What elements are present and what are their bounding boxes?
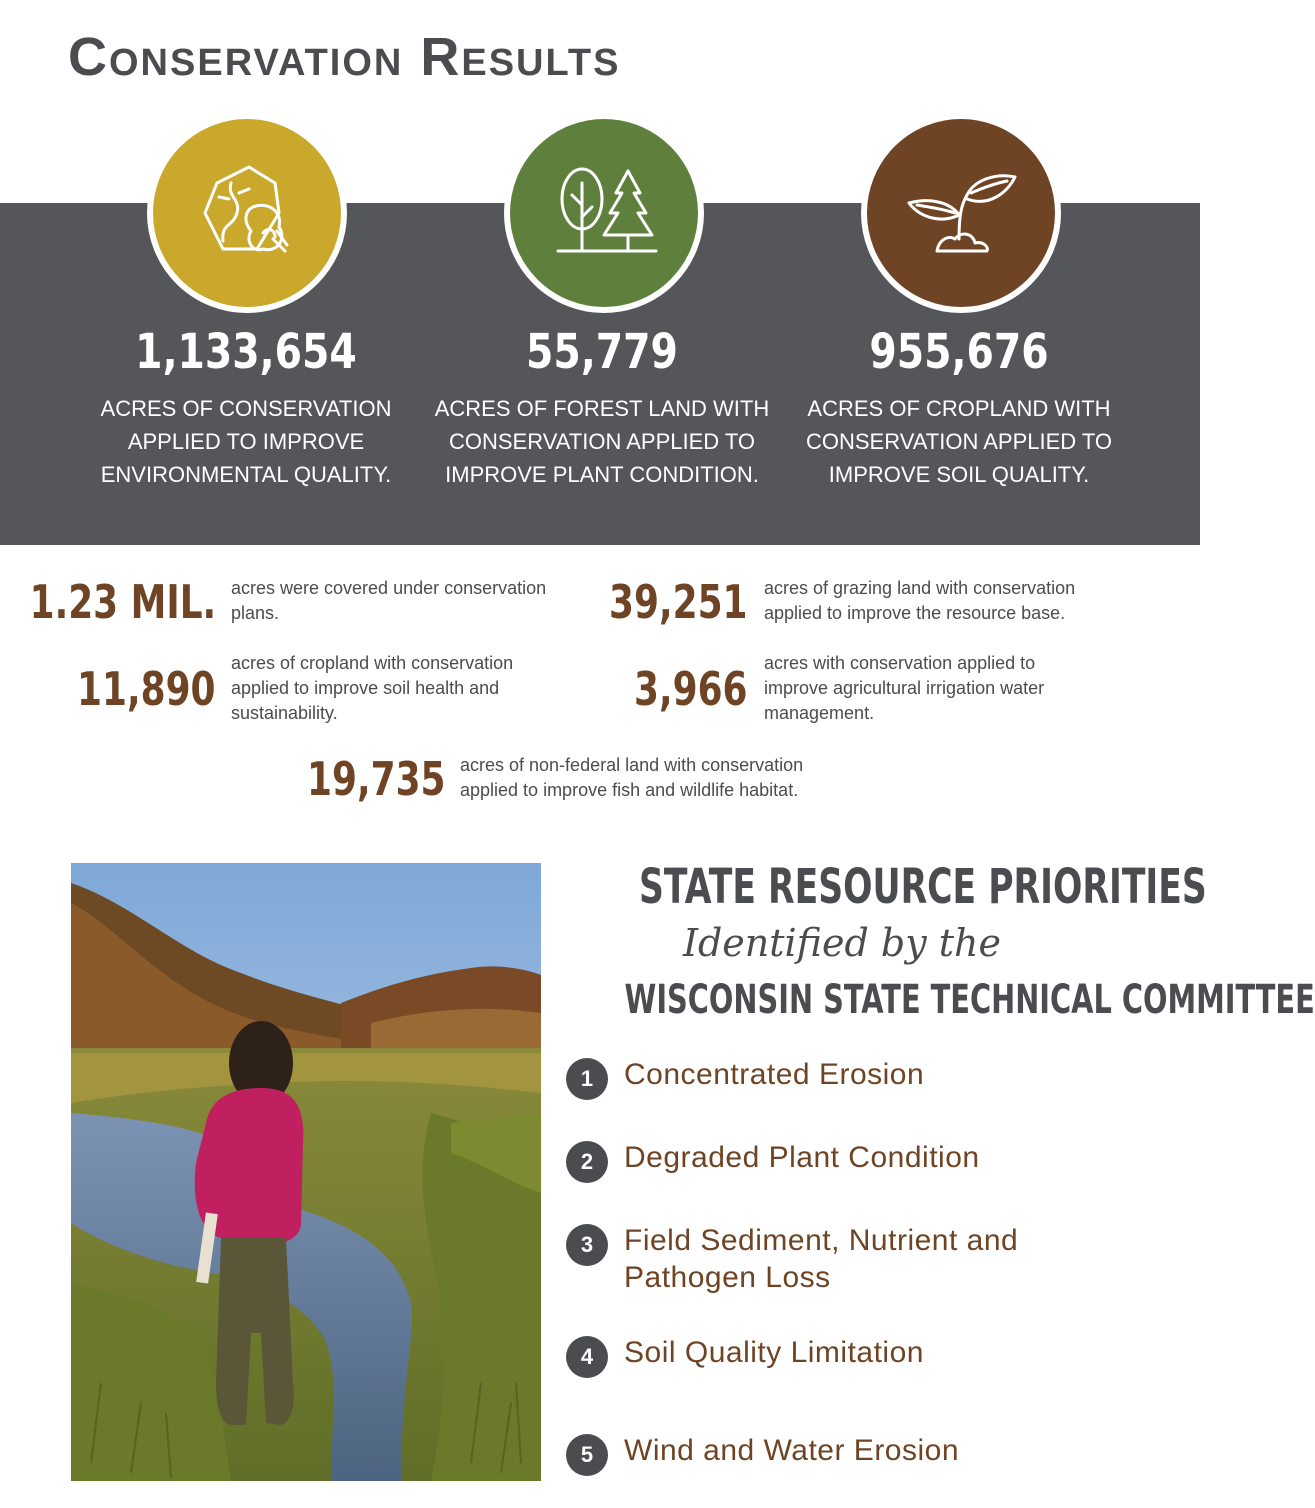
landscape-photo <box>71 863 541 1481</box>
priorities-subtitle: WISCONSIN STATE TECHNICAL COMMITTEE <box>624 977 1315 1023</box>
stat-number-grazing-land: 39,251 <box>609 575 748 629</box>
stat-number-wildlife-habitat: 19,735 <box>307 752 446 806</box>
trees-icon <box>544 153 664 273</box>
priority-label: Wind and Water Erosion <box>624 1434 960 1467</box>
highlight-number-3: 955,676 <box>869 324 1049 380</box>
priority-number-badge: 5 <box>566 1434 608 1476</box>
stat-text-irrigation: acres with conservation applied to improve agricultural irrigation water management. <box>764 653 1045 723</box>
forest-circle <box>504 113 704 313</box>
highlight-description-1: ACRES OF CONSERVATION APPLIED TO IMPROVE ENVIRONMENTAL QUALITY. <box>100 396 392 487</box>
stat-number-conservation-plans: 1.23 MIL. <box>29 575 216 629</box>
page-title: Conservation Results <box>68 27 621 87</box>
priority-label: Concentrated Erosion <box>624 1058 925 1091</box>
priority-number-badge: 3 <box>566 1224 608 1266</box>
cropland-circle <box>861 113 1061 313</box>
priority-label: Soil Quality Limitation <box>624 1336 924 1369</box>
highlight-description-2: ACRES OF FOREST LAND WITH CONSERVATION APPLIED TO IMPROVE PLANT CONDITION. <box>434 396 770 487</box>
priorities-title: STATE RESOURCE PRIORITIES <box>638 859 1207 915</box>
stat-number-irrigation: 3,966 <box>634 662 748 716</box>
priority-label: Field Sediment, Nutrient and Pathogen Loss <box>624 1224 1019 1294</box>
seedling-icon <box>901 153 1021 273</box>
highlight-description-3: ACRES OF CROPLAND WITH CONSERVATION APPLIED TO IMPROVE SOIL QUALITY. <box>805 396 1113 487</box>
highlight-number-1: 1,133,654 <box>135 324 357 380</box>
stat-text-grazing-land: acres of grazing land with conservation applied to improve the resource base. <box>764 578 1076 623</box>
stat-text-wildlife-habitat: acres of non-federal land with conservation applied to improve fish and wildlife habitat. <box>460 755 804 800</box>
priority-number-badge: 4 <box>566 1336 608 1378</box>
stat-number-soil-health: 11,890 <box>77 662 216 716</box>
priorities-script: Identified by the <box>682 921 1002 965</box>
ecosystem-icon <box>187 153 307 273</box>
stat-text-soil-health: acres of cropland with conservation applied to improve soil health and sustainability. <box>231 653 514 723</box>
highlight-number-2: 55,779 <box>526 324 678 380</box>
ecosystem-circle <box>147 113 347 313</box>
priority-number-badge: 1 <box>566 1058 608 1100</box>
stat-text-conservation-plans: acres were covered under conservation plans. <box>231 578 547 623</box>
priority-number-badge: 2 <box>566 1141 608 1183</box>
priority-label: Degraded Plant Condition <box>624 1141 980 1174</box>
